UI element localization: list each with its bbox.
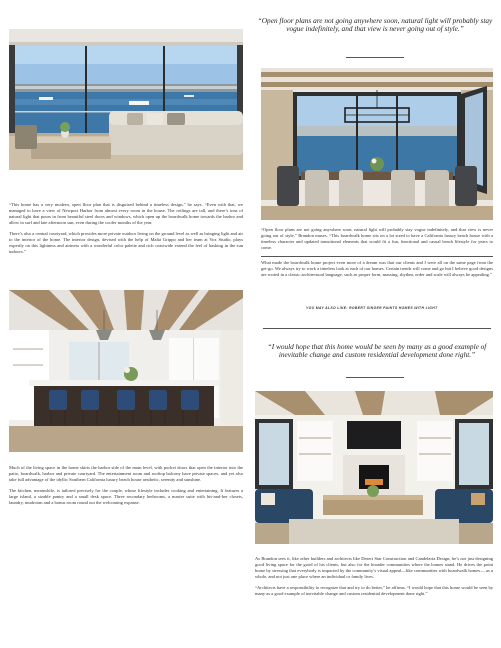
paragraph: Much of the living space in the home skirts the harbor side of the main level, with pocket doors that open the interior into the patio, boardwalk, harbor and private courtyard. The entertainment room and rooftop balcony have private spaces, and yet also take full advantage of the idyllic Southern California luxury beach house aesthetic, serenity and sunshine.: [9, 465, 243, 483]
dining-room-photo: [261, 68, 493, 220]
right-article-text-2: [255, 556, 493, 597]
pull-quote-middle: “I would hope that this home would be seen by many as a good example of inevitable change and custom residential development done right.”: [267, 342, 487, 360]
paragraph: “Architects have a responsibility to recognize that and try to do better,” he affirms. “I would hope that this home would be seen by many as a good example of inevitable change and custom residential development done right.”: [255, 585, 493, 597]
paragraph-divider: [261, 256, 493, 257]
living-room-harbor-photo: [9, 29, 243, 170]
left-article-text-2: [9, 465, 243, 506]
family-room-photo: [255, 391, 493, 544]
paragraph: There’s also a central courtyard, which provides more private outdoor living on the ground level as well as bringing light and air to the interior of the home. The interior design, devised with the help of Malia Grippo and her team at Vox Studio, plays expertly on this lightness and airiness with a wonderful color palette and rich coastwide extend the feel of basking in the sun indoors.”: [9, 231, 243, 255]
section-divider: [263, 328, 491, 329]
pull-quote-divider: [346, 57, 404, 58]
pull-quote-divider: [346, 377, 404, 378]
right-article-text-1: [261, 227, 493, 278]
pull-quote-top: “Open floor plans are not going anywhere soon, natural light will probably stay vogue indefinitely, and that view is never going out of style.”: [257, 16, 493, 34]
kitchen-photo: [9, 290, 243, 452]
paragraph: The kitchen, meanwhile, is tailored precisely for the couple, whose lifestyle includes cooking and entertaining. It features a large island, a sizable pantry and a small desk space. Three secondary bedrooms, a master suite with his-and-her closets, laundry, mudroom and a bonus room round out the welcoming expanse.: [9, 488, 243, 506]
left-article-text-1: [9, 202, 243, 255]
paragraph: “Open floor plans are not going anywhere soon, natural light will probably stay vogue indefinitely, and that view is never going out of style,” Brandon muses. “This boardwalk home sits on a lot sized to have a California luxury beach house with a timeless character and updated transitional elements that would fit a fun, functional and casual beach lifestyle for years to come.: [261, 227, 493, 251]
paragraph: As Brandon sees it, like other builders and architects like Desert Star Construction and Candelaria Design, he’s not just designing good living space for the good of his clients, but also for the broader communities where the homes stand. He drives the point home by stressing that everybody is impacted by the community’s visual appeal—like communities with boardwalk homes— as a whole, and not just one place where an individual or family lives.: [255, 556, 493, 580]
paragraph: “This home has a very modern, open floor plan that is disguised behind a timeless design,” he says. “Even with that, we managed to have a view of Newport Harbor from almost every room in the house. The ceilings are tall, and there’s tons of natural light that pours in from beautiful steel doors and windows, which open up the boardwalk home towards the harbor and allow in surf and late afternoon sun, even during the cooler months of the year.: [9, 202, 243, 226]
related-article-link[interactable]: YOU MAY ALSO LIKE: ROBERT SINGER PAINTS HOMES WITH LIGHT: [306, 306, 438, 310]
paragraph: What made the boardwalk home project even more of a dream was that our clients and I were all on the same page from the get-go. We always try to work a timeless look at each of our homes. Certain trends will come and go but I believe good designs are rooted in a classic architectural language, such as proper form, massing, rhythm, order and scale will always be appealing.”: [261, 260, 493, 278]
